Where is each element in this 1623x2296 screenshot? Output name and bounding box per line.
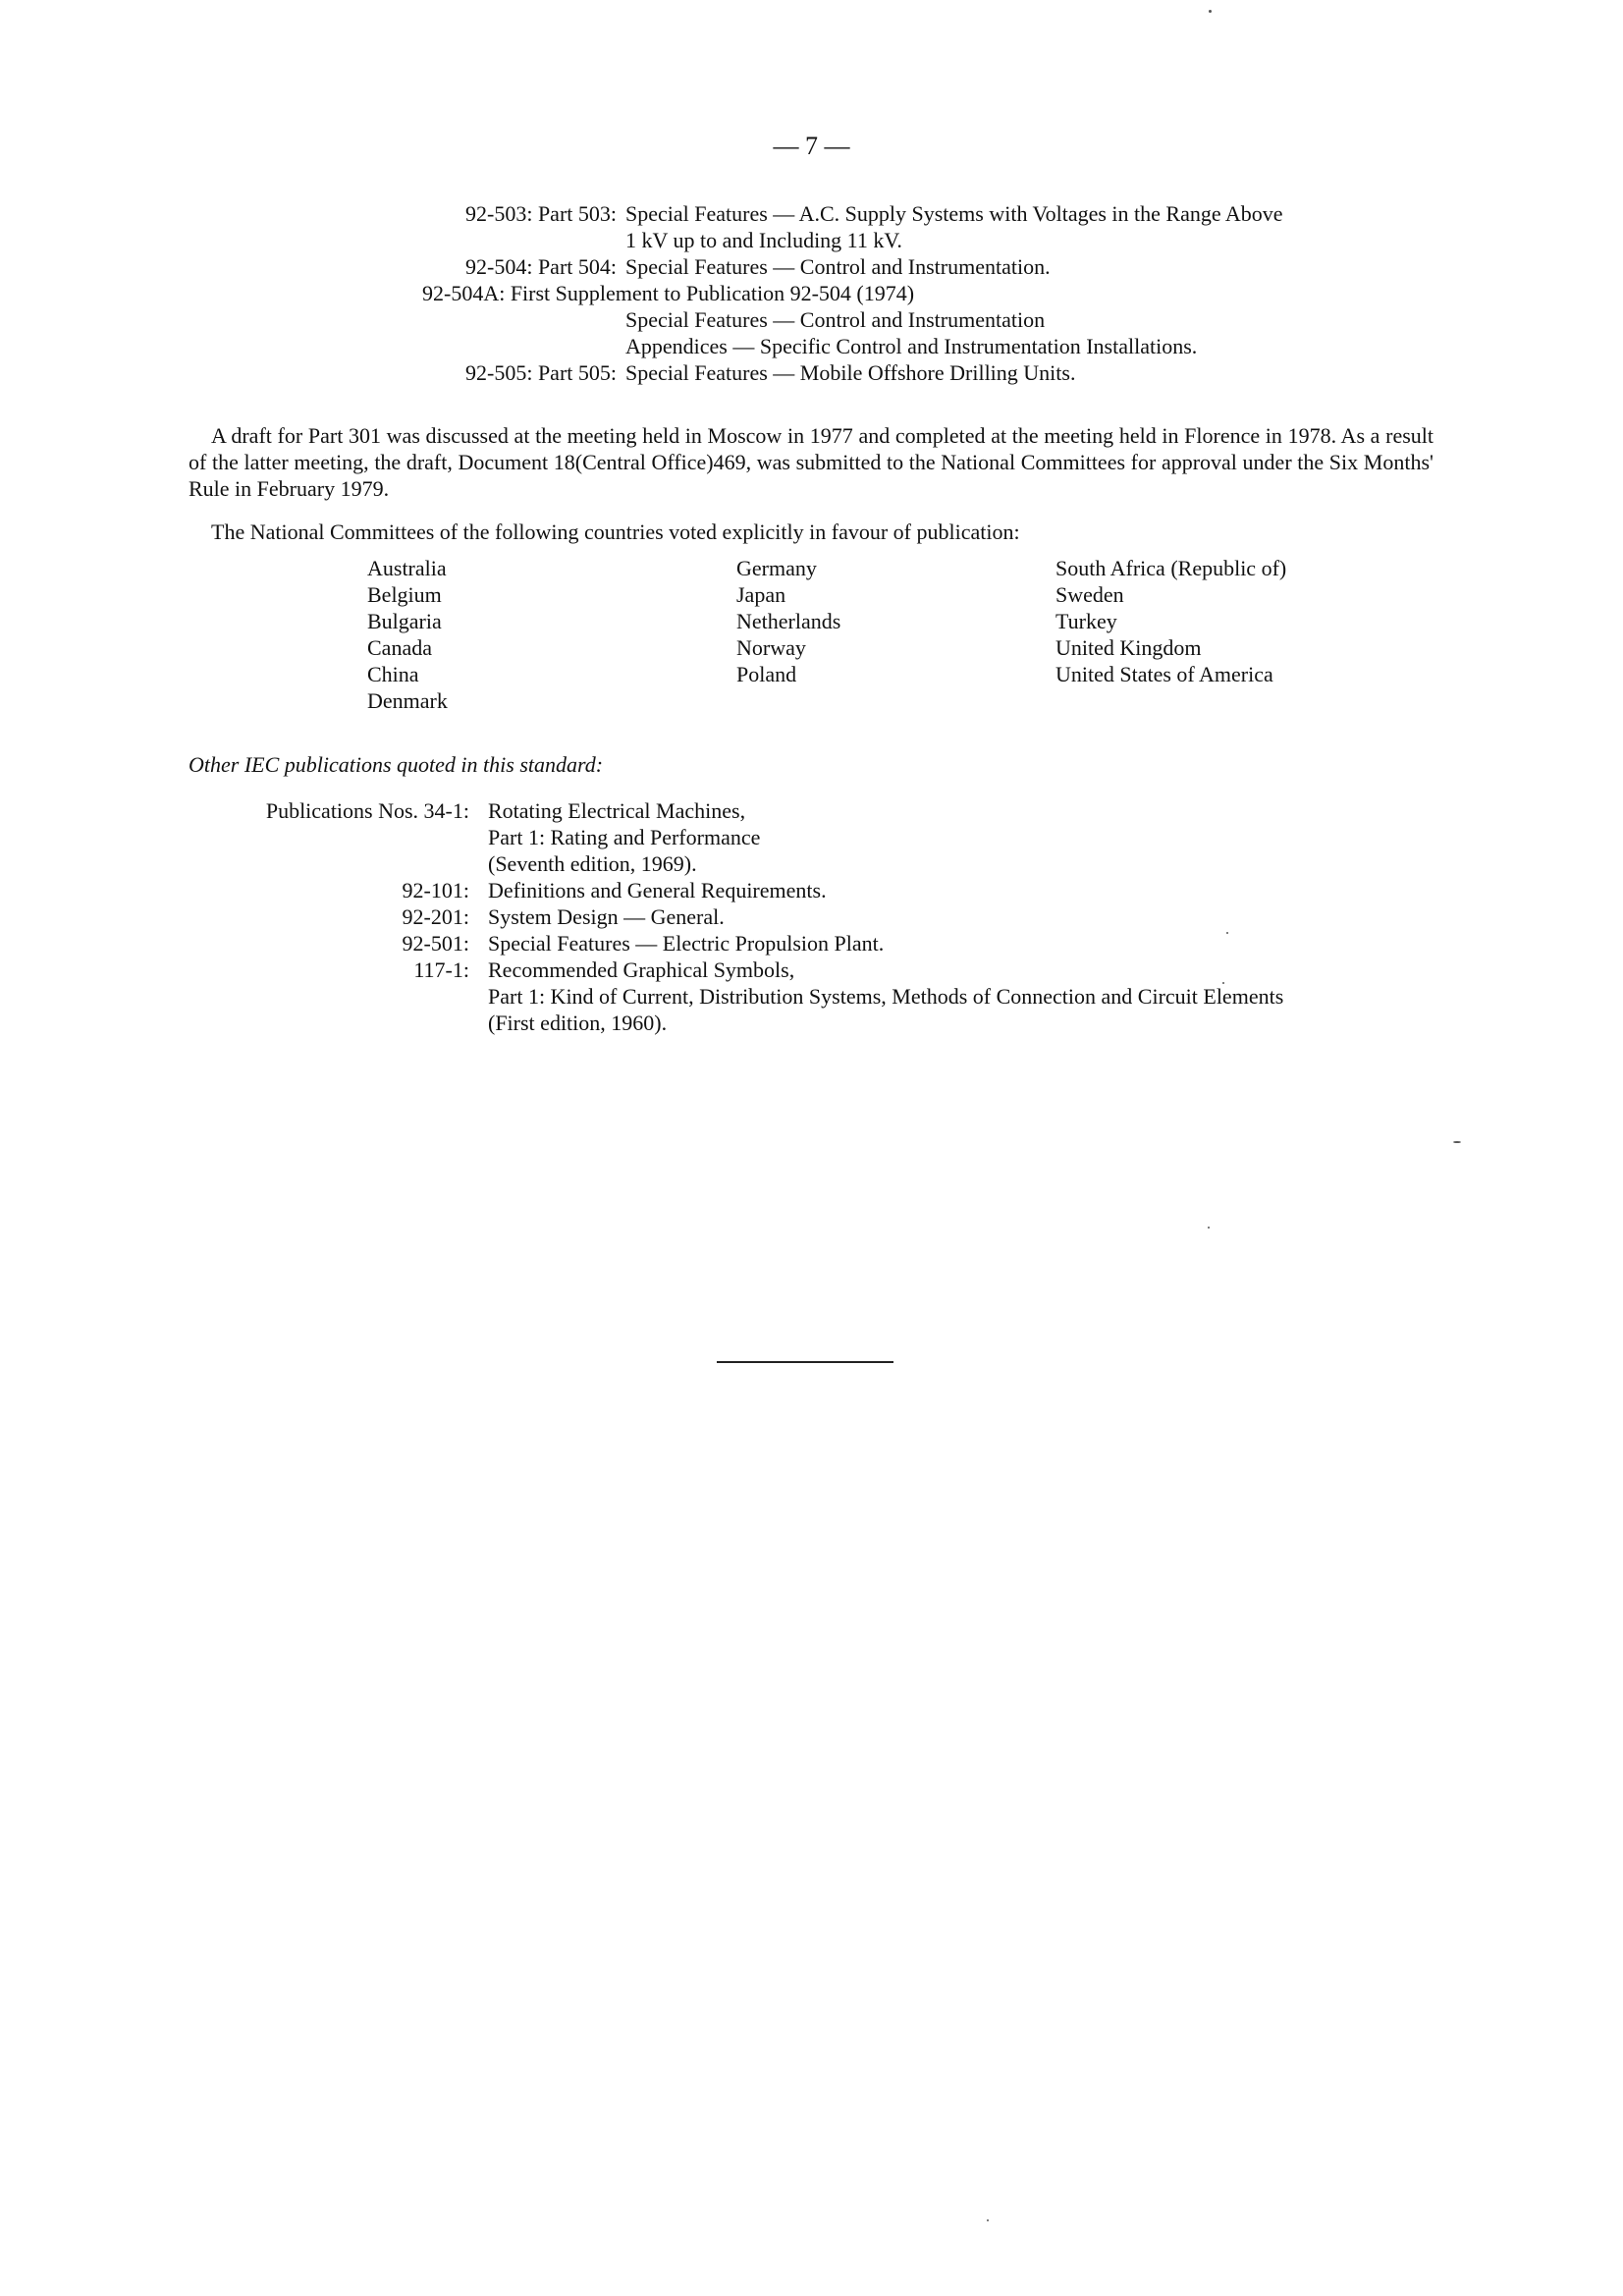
ref-description-line: Rotating Electrical Machines, xyxy=(488,798,746,823)
country-name: Denmark xyxy=(367,688,448,713)
ref-entry-92-101 xyxy=(196,877,1424,903)
ref-description-line: (Seventh edition, 1969). xyxy=(488,851,697,876)
country-name: Sweden xyxy=(1055,582,1124,607)
ref-description xyxy=(488,930,884,957)
country-name: South Africa (Republic of) xyxy=(1055,556,1287,580)
pub-entry-92-505 xyxy=(422,359,1443,386)
ref-description xyxy=(488,797,760,877)
pub-entry-92-504a xyxy=(422,280,1443,359)
scan-speck xyxy=(1453,1141,1461,1143)
ref-description-line: Special Features — Electric Propulsion Plant. xyxy=(488,931,885,956)
draft-history-paragraph: A draft for Part 301 was discussed at the meeting held in Moscow in 1977 and completed at the meeting held in Florence in 1978. As a result of the latter meeting, the draft, Document 18(Central Office)469, was submitted to the National Committees for approval under the Six Months' Rule in February 1979. xyxy=(189,423,1434,501)
country-name: Norway xyxy=(736,635,806,660)
end-of-section-rule xyxy=(717,1361,893,1363)
ref-description-line: Part 1: Kind of Current, Distribution Systems, Methods of Connection and Circuit Elements xyxy=(488,984,1284,1009)
ref-entry-34-1 xyxy=(196,797,1424,877)
scan-speck xyxy=(1222,982,1224,984)
countries-column-3 xyxy=(1055,555,1286,687)
ref-entry-92-501 xyxy=(196,930,1424,957)
ref-label: 117-1: xyxy=(413,957,469,982)
country-name: Canada xyxy=(367,635,432,660)
pub-description xyxy=(625,359,1075,386)
ref-label: Publications Nos. 34-1: xyxy=(265,798,469,823)
ref-label: 92-501: xyxy=(402,931,469,956)
voting-intro-paragraph: The National Committees of the following countries voted explicitly in favour of publication: xyxy=(211,519,1020,544)
scan-speck xyxy=(1226,932,1228,934)
pub-label: 92-503: Part 503: xyxy=(465,201,617,226)
pub-description-line: Special Features — A.C. Supply Systems with Voltages in the Range Above xyxy=(625,201,1283,226)
ref-description-line: Recommended Graphical Symbols, xyxy=(488,957,795,982)
pub-description-line: Special Features — Mobile Offshore Drilling Units. xyxy=(625,360,1076,385)
country-name: China xyxy=(367,662,419,686)
ref-label: 92-201: xyxy=(402,904,469,929)
country-name: Belgium xyxy=(367,582,442,607)
pub-label: 92-504: Part 504: xyxy=(465,254,617,279)
pub-description-line: Special Features — Control and Instrumentation xyxy=(625,307,1046,332)
pub-description xyxy=(625,306,1197,359)
publication-parts-list xyxy=(422,200,1443,386)
ref-description xyxy=(488,957,1283,1036)
country-name: Germany xyxy=(736,556,817,580)
country-name: Turkey xyxy=(1055,609,1117,633)
ref-description xyxy=(488,877,827,903)
country-name: Bulgaria xyxy=(367,609,442,633)
pub-description-line: Special Features — Control and Instrumentation. xyxy=(625,254,1051,279)
ref-label: 92-101: xyxy=(402,878,469,902)
countries-column-1 xyxy=(367,555,448,714)
scan-speck xyxy=(987,2219,989,2221)
pub-description xyxy=(625,253,1051,280)
country-name: Netherlands xyxy=(736,609,841,633)
country-name: United States of America xyxy=(1055,662,1273,686)
scan-speck xyxy=(1208,1227,1210,1229)
pub-entry-92-503 xyxy=(422,200,1443,253)
ref-description xyxy=(488,903,725,930)
pub-description-line: Appendices — Specific Control and Instrumentation Installations. xyxy=(625,334,1198,358)
ref-entry-117-1 xyxy=(196,957,1424,1036)
ref-entry-92-201 xyxy=(196,903,1424,930)
page-number: — 7 — xyxy=(773,132,850,160)
other-publications-heading: Other IEC publications quoted in this standard: xyxy=(189,752,604,777)
pub-label: 92-504A: First Supplement to Publication 92-504 (1974) xyxy=(422,281,915,305)
country-name: United Kingdom xyxy=(1055,635,1202,660)
ref-description-line: (First edition, 1960). xyxy=(488,1011,668,1035)
country-name: Poland xyxy=(736,662,797,686)
scan-speck xyxy=(1209,10,1212,13)
pub-label: 92-505: Part 505: xyxy=(465,360,617,385)
pub-entry-92-504 xyxy=(422,253,1443,280)
ref-description-line: Part 1: Rating and Performance xyxy=(488,825,761,849)
pub-description xyxy=(625,200,1283,253)
ref-description-line: Definitions and General Requirements. xyxy=(488,878,827,902)
countries-column-2 xyxy=(736,555,840,687)
country-name: Japan xyxy=(736,582,786,607)
other-publications-list xyxy=(196,797,1424,1036)
ref-description-line: System Design — General. xyxy=(488,904,725,929)
country-name: Australia xyxy=(367,556,447,580)
pub-description-line: 1 kV up to and Including 11 kV. xyxy=(625,228,902,252)
